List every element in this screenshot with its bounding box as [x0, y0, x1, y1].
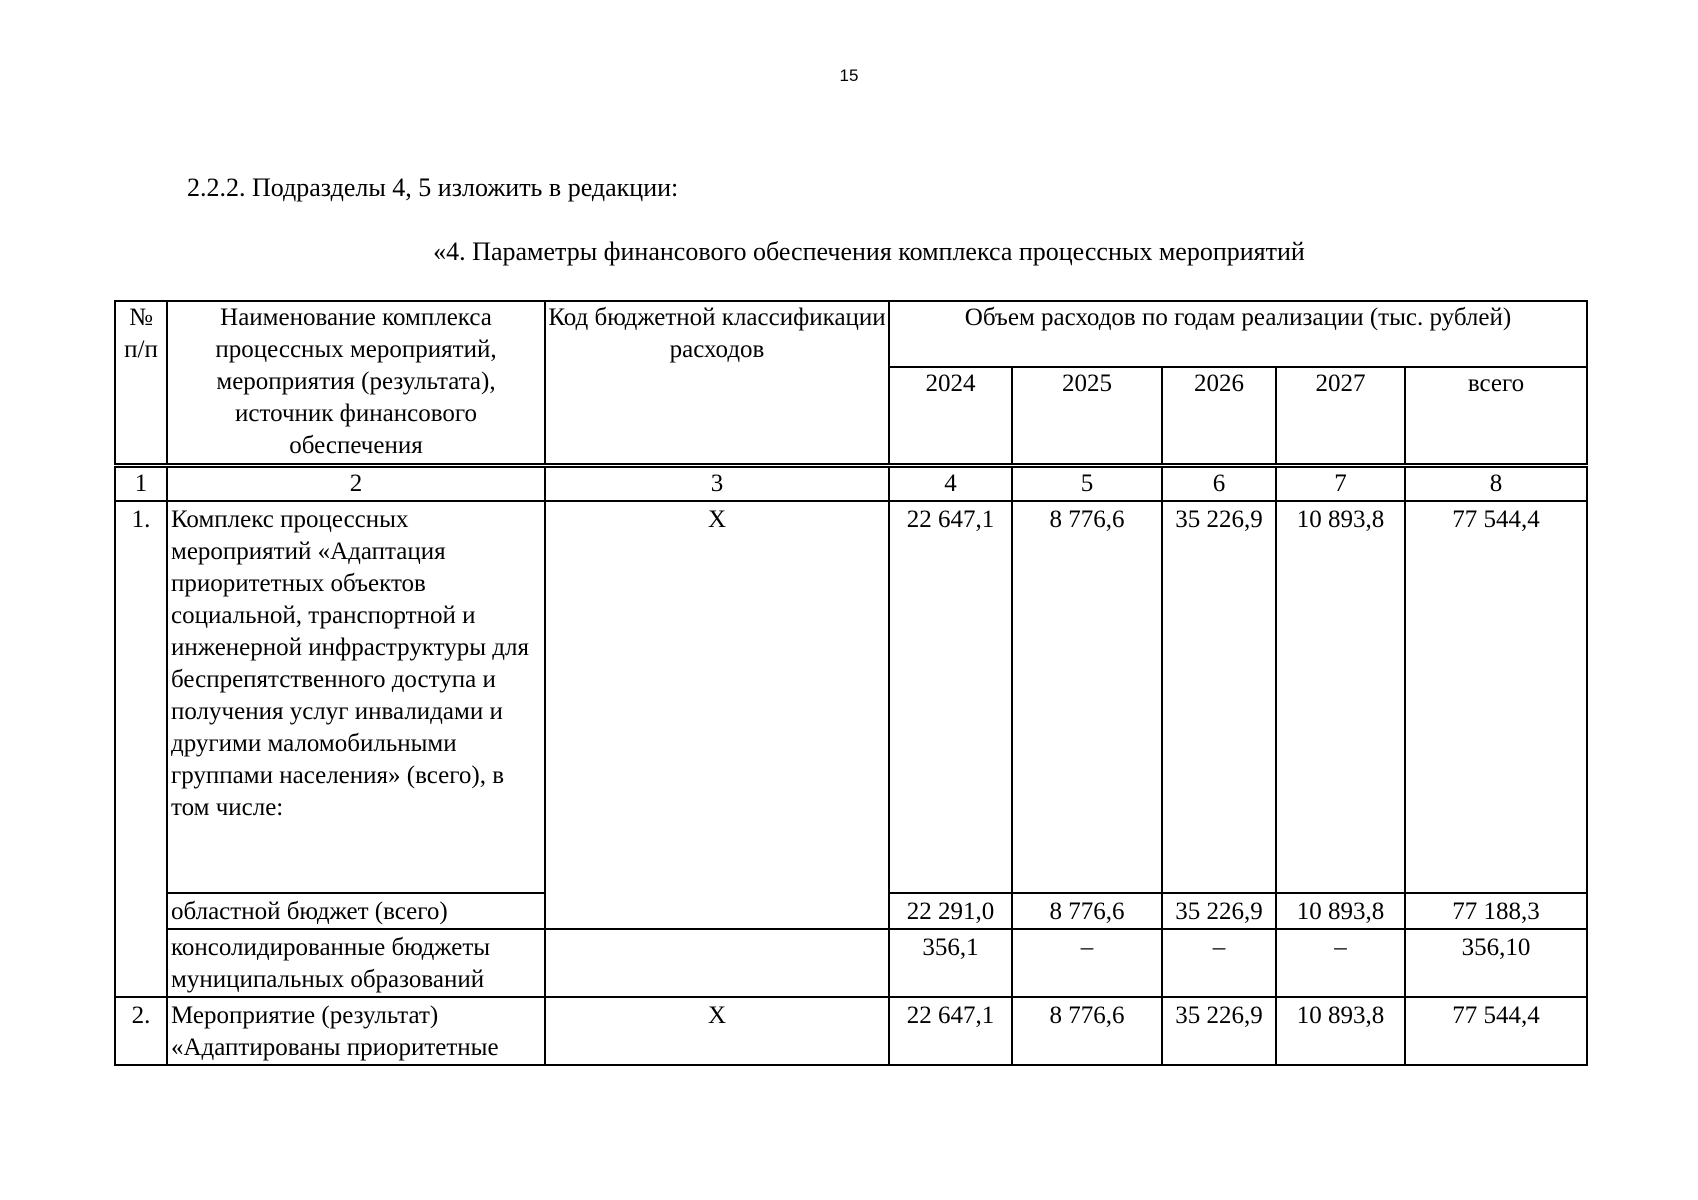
row-name: Комплекс процессных мероприятий «Адаптация приоритетных объектов социальной, транспортной и инженерной инфраструктуры для беспрепятственного доступа и получения услуг инвалидами и другими маломобильными группами населения» (всего), в том числе: [167, 501, 545, 893]
row-number: 1. [115, 501, 167, 997]
value-2024: 22 647,1 [889, 997, 1012, 1065]
header-year-2026: 2026 [1162, 367, 1276, 465]
column-number: 5 [1012, 465, 1162, 501]
column-number-row [115, 465, 1587, 501]
row-code: Х [545, 997, 889, 1065]
value-2026: – [1162, 929, 1276, 997]
value-2027: 10 893,8 [1276, 501, 1405, 893]
row-name: консолидированные бюджеты муниципальных образований [167, 929, 545, 997]
header-year-2024: 2024 [889, 367, 1012, 465]
header-code: Код бюджетной классификации расходов [545, 301, 889, 465]
table-row [115, 501, 1587, 893]
header-num: № п/п [115, 301, 167, 465]
column-number: 3 [545, 465, 889, 501]
value-2027: – [1276, 929, 1405, 997]
row-name: Мероприятие (результат) «Адаптированы приоритетные [167, 997, 545, 1065]
value-total: 356,10 [1405, 929, 1587, 997]
header-name: Наименование комплекса процессных мероприятий, мероприятия (результата), источник финансового обеспечения [167, 301, 545, 465]
value-2025: 8 776,6 [1012, 893, 1162, 929]
column-number: 4 [889, 465, 1012, 501]
value-2024: 22 291,0 [889, 893, 1012, 929]
value-total: 77 544,4 [1405, 501, 1587, 893]
intro-paragraph: 2.2.2. Подразделы 4, 5 изложить в редакции: [187, 173, 679, 202]
value-2024: 22 647,1 [889, 501, 1012, 893]
value-2026: 35 226,9 [1162, 997, 1276, 1065]
page-number: 15 [839, 66, 859, 85]
table-title: «4. Параметры финансового обеспечения комплекса процессных мероприятий [433, 237, 1305, 266]
row-name: областной бюджет (всего) [167, 893, 545, 929]
header-row-top [115, 301, 1587, 367]
header-volume: Объем расходов по годам реализации (тыс. рублей) [889, 301, 1587, 367]
value-2025: – [1012, 929, 1162, 997]
header-year-2027: 2027 [1276, 367, 1405, 465]
value-2026: 35 226,9 [1162, 501, 1276, 893]
row-number: 2. [115, 997, 167, 1065]
column-number: 6 [1162, 465, 1276, 501]
value-2024: 356,1 [889, 929, 1012, 997]
column-number: 7 [1276, 465, 1405, 501]
header-year-2025: 2025 [1012, 367, 1162, 465]
value-2027: 10 893,8 [1276, 997, 1405, 1065]
value-2025: 8 776,6 [1012, 501, 1162, 893]
row-code: Х [545, 501, 889, 929]
column-number: 8 [1405, 465, 1587, 501]
value-2026: 35 226,9 [1162, 893, 1276, 929]
value-total: 77 188,3 [1405, 893, 1587, 929]
column-number: 2 [167, 465, 545, 501]
table-row [115, 929, 1587, 997]
value-2025: 8 776,6 [1012, 997, 1162, 1065]
header-total: всего [1405, 367, 1587, 465]
column-number: 1 [115, 465, 167, 501]
value-2027: 10 893,8 [1276, 893, 1405, 929]
row-code [545, 929, 889, 997]
table-row [115, 997, 1587, 1065]
financing-table [114, 300, 1588, 1066]
value-total: 77 544,4 [1405, 997, 1587, 1065]
